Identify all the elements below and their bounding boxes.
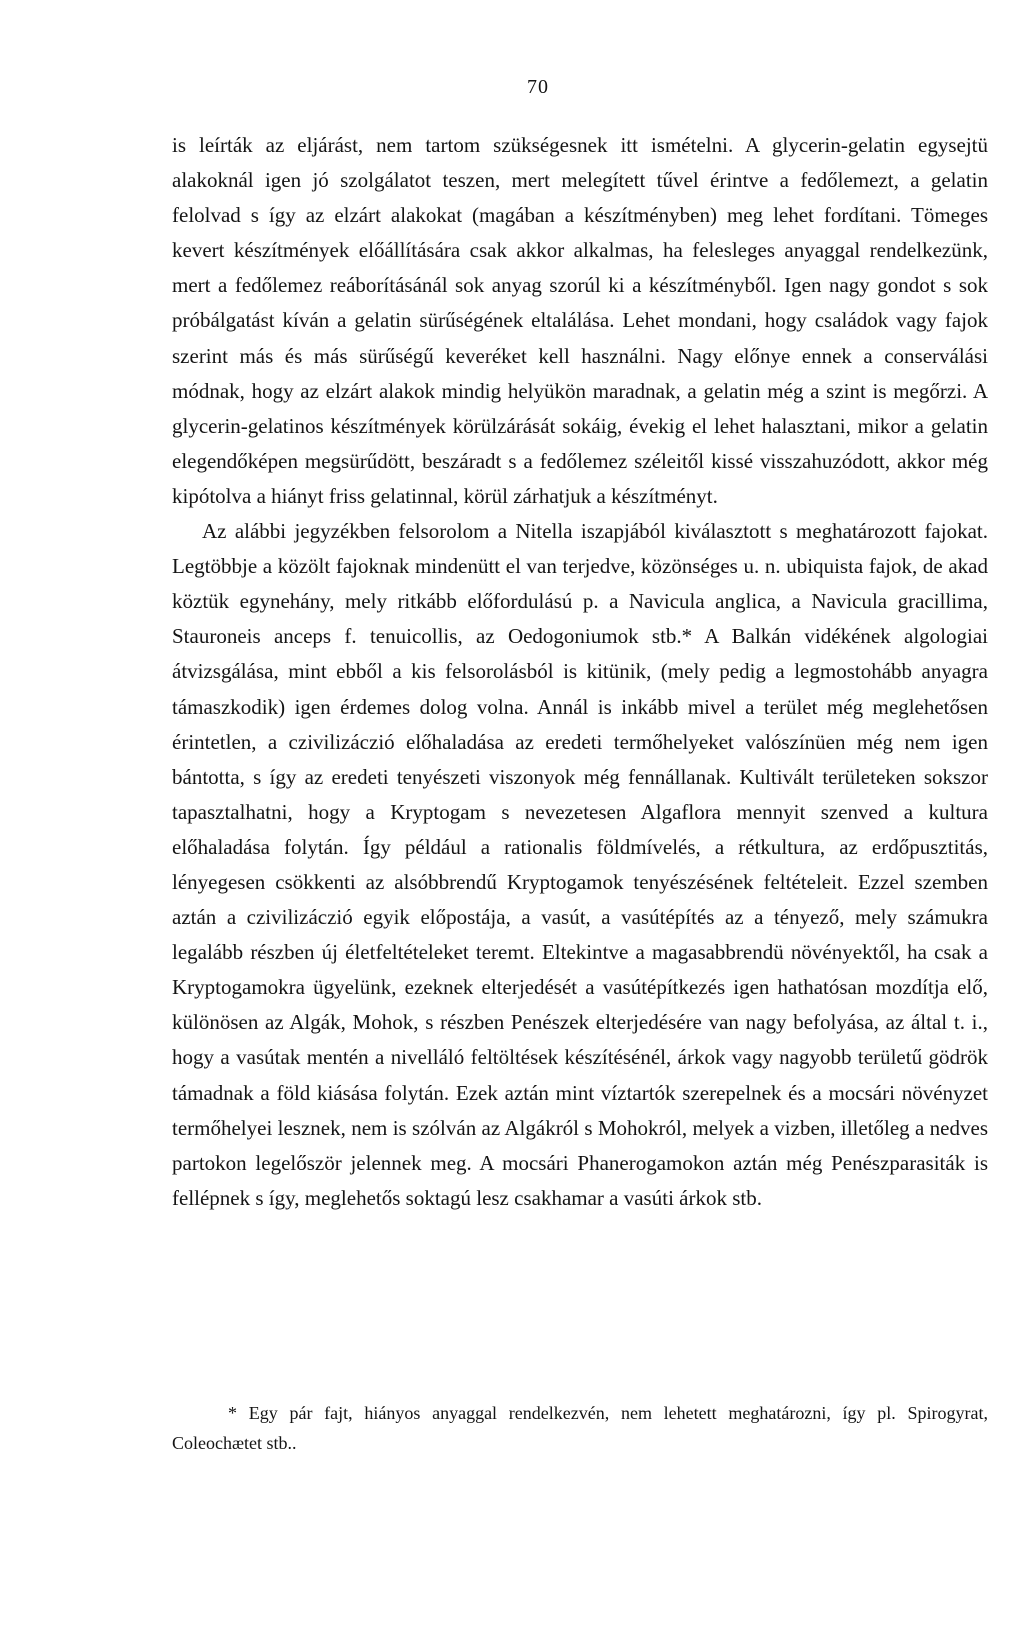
footnote-text: * Egy pár fajt, hiányos anyaggal rendelkezvén, nem lehetett meghatározni, így pl. Spirogyrat, Coleochætet stb.. (172, 1403, 988, 1453)
paragraph: is leírták az eljárást, nem tartom szükségesnek itt ismételni. A glycerin-gelatin egysejtü alakoknál igen jó szolgálatot teszen, mert melegített tűvel érintve a fedőlemezt, a gelatin felolvad s így az elzárt alakokat (magában a készítményben) meg lehet fordítani. Tömeges kevert készítmények előállítására csak akkor alkalmas, ha felesleges anyaggal rendelkezünk, mert a fedőlemez reáborításánál sok anyag szorúl ki a készítményből. Igen nagy gondot s sok próbálgatást kíván a gelatin sürűségének eltalálása. Lehet mondani, hogy családok vagy fajok szerint más és más sürűségű keveréket kell használni. Nagy előnye ennek a conserválási módnak, hogy az elzárt alakok mindig helyükön maradnak, a gelatin még a szint is megőrzi. A glycerin-gelatinos készítmények körülzárását sokáig, évekig el lehet halasztani, mikor a gelatin elegendőképen megsürűdött, beszáradt s a fedőlemez széleitől kissé visszahuzódott, akkor még kipótolva a hiányt friss gelatinnal, körül zárhatjuk a készítményt. (172, 133, 988, 508)
paragraph: Az alábbi jegyzékben felsorolom a Nitella iszapjából kiválasztott s meghatározott fajokat. Legtöbbje a közölt fajoknak mindenütt el van terjedve, közönséges u. n. ubiquista fajok, de akad köztük egynehány, mely ritkább előfordulású p. a Navicula anglica, a Navicula gracillima, Stauroneis anceps f. tenuicollis, az Oedogoniumok stb.* A Balkán vidékének algologiai átvizsgálása, mint ebből a kis felsorolásból is kitünik, (mely pedig a legmostohább anyagra támaszkodik) igen érdemes dolog volna. Annál is inkább mivel a terület még meglehetősen érintetlen, a czivilizáczió előhaladása az eredeti termőhelyeket valószínüen még nem igen bántotta, s így az eredeti tenyészeti viszonyok még fennállanak. Kultivált területeken sokszor tapasztalhatni, hogy a Kryptogam s nevezetesen Algaflora mennyit szenved a kultura előhaladása folytán. Így például a rationalis földmívelés, a rétkultura, az erdőpusztitás, lényegesen csökkenti az alsóbbrendű Kryptogamok tenyészésének feltételeit. Ezzel szemben aztán a czivilizáczió egyik előpostája, a vasút, a vasútépítés az a tényező, mely számukra legalább részben új életfeltételeket teremt. Eltekintve a magasabbrendü növényektől, ha csak a Kryptogamokra ügyelünk, ezeknek elterjedését a vasútépítkezés igen hathatósan mozdítja elő, különösen az Algák, Mohok, s részben Penészek elterjedésére van nagy befolyása, az által t. i., hogy a vasútak mentén a nivelláló feltöltések készítésénél, árkok vagy nagyobb területű gödrök támadnak a föld kiásása folytán. Ezek aztán mint víztartók szerepelnek és a mocsári növényzet termőhelyei lesznek, nem is szólván az Algákról s Mohokról, melyek a vizben, illetőleg a nedves partokon legelőször jelennek meg. A mocsári Phanerogamokon aztán még Penészparasiták is fellépnek s így, meglehetős soktagú lesz csakhamar a vasúti árkok stb. (172, 519, 988, 1210)
footnote (172, 1398, 988, 1458)
body-text (172, 128, 988, 1216)
page-number: 70 (527, 76, 549, 98)
